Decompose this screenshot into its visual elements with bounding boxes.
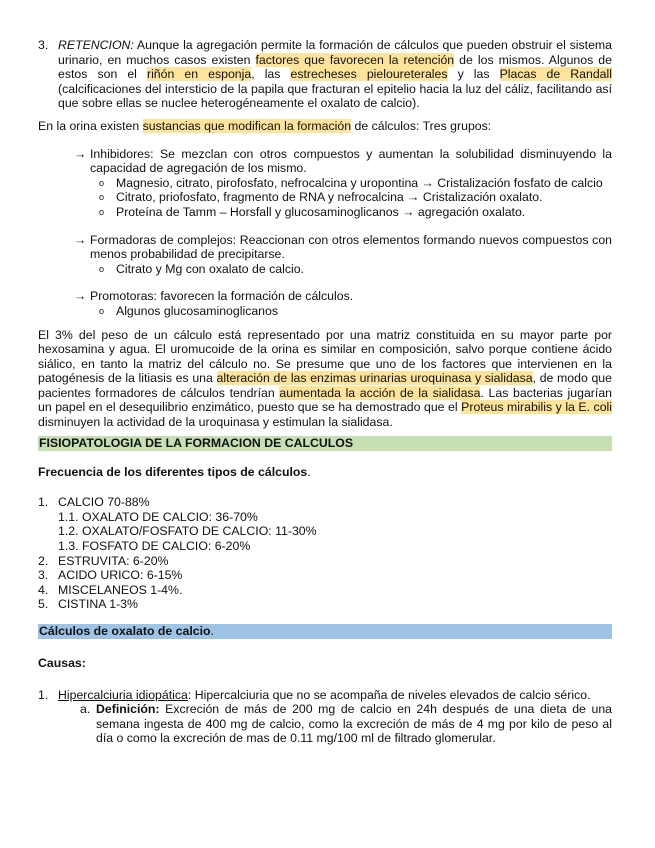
list-number: 1.1. bbox=[58, 509, 79, 524]
frecuencia-heading bbox=[38, 465, 612, 480]
tipos-list bbox=[38, 495, 612, 612]
definicion-item bbox=[38, 702, 612, 746]
text: Promotoras: favorecen la formación de cálculos. bbox=[90, 289, 354, 304]
list-number: 1.3. bbox=[58, 539, 79, 554]
text: y las bbox=[447, 67, 500, 82]
text: . bbox=[210, 624, 214, 638]
sub-item bbox=[38, 205, 612, 220]
sub-item bbox=[38, 304, 612, 319]
document-page bbox=[38, 38, 612, 746]
text: Excreción de más de 200 mg de calcio en 24h después de una dieta de una semana ingesta de 400 mg de calcio, como la excreción de más de 4 mg por kilo de peso al día o como la excreción de mas de 0.11 mg/100 ml de filtrado glomerular. bbox=[96, 702, 612, 746]
promotoras-item bbox=[38, 289, 612, 304]
bullet-icon: o bbox=[99, 305, 105, 316]
list-item bbox=[38, 568, 612, 583]
text: Frecuencia de los diferentes tipos de cálculos bbox=[38, 464, 308, 479]
section-heading-oxalato bbox=[38, 624, 612, 639]
list-number: 3. bbox=[38, 568, 49, 583]
list-item bbox=[38, 554, 612, 569]
text: ESTRUVITA: 6-20% bbox=[58, 553, 169, 568]
text: de cálculos: Tres grupos: bbox=[351, 118, 492, 133]
list-item bbox=[38, 597, 612, 612]
highlight: estrecheses pieloureterales bbox=[290, 67, 448, 82]
highlight: riñón en esponja bbox=[146, 67, 252, 82]
inhibidores-item bbox=[38, 147, 612, 176]
text: Citrato, priofosfato, fragmento de RNA y nefrocalcina → Cristalización oxalato. bbox=[116, 190, 543, 205]
text: MISCELANEOS 1-4%. bbox=[58, 582, 183, 597]
retencion-title: RETENCION: bbox=[58, 38, 134, 52]
arrow-icon: → bbox=[74, 289, 87, 304]
text: OXALATO/FOSFATO DE CALCIO: 11-30% bbox=[81, 524, 317, 539]
text: de los mismos. Algunos de estos son el bbox=[58, 52, 612, 82]
text: Cálculos de oxalato de calcio bbox=[39, 624, 211, 638]
text: Magnesio, citrato, pirofosfato, nefrocalcina y uropontina → Cristalización fosfato de calcio bbox=[116, 175, 603, 190]
text: Aunque la agregación permite la formación de cálculos que pueden obstruir el sistema urinario, en muchos casos existen bbox=[58, 38, 612, 67]
text: . bbox=[307, 464, 311, 479]
text: Formadoras de complejos: Reaccionan con otros elementos formando nuevos compuestos con menos probabilidad de precipitarse. bbox=[90, 232, 612, 262]
arrow-icon: → bbox=[74, 232, 87, 247]
definition-label: Definición: bbox=[96, 702, 160, 717]
list-item bbox=[38, 495, 612, 510]
text: , de modo que pacientes formadores de cálculos tendrían bbox=[38, 371, 612, 400]
text: Citrato y Mg con oxalato de calcio. bbox=[116, 261, 304, 276]
list-number: 1.2. bbox=[58, 524, 79, 539]
highlight: factores que favorecen la retención bbox=[255, 52, 455, 67]
highlight: sustancias que modifican la formación bbox=[142, 118, 352, 133]
list-item bbox=[38, 510, 612, 525]
bullet-icon: o bbox=[99, 177, 105, 188]
causa-item bbox=[38, 688, 612, 703]
arrow-icon: → bbox=[74, 146, 87, 161]
section-heading: FISIOPATOLOGIA DE LA FORMACION DE CALCULOS bbox=[38, 436, 612, 451]
list-number: 4. bbox=[38, 582, 49, 597]
bullet-icon: o bbox=[99, 263, 105, 274]
highlight: Placas de Randall bbox=[499, 67, 612, 82]
highlight: alteración de las enzimas urinarias uroquinasa y sialidasa bbox=[216, 371, 533, 386]
highlight: Proteus mirabilis y la E. coli bbox=[461, 400, 612, 415]
text: En la orina existen bbox=[38, 118, 143, 133]
matriz-paragraph bbox=[38, 328, 612, 430]
list-item bbox=[38, 539, 612, 554]
list-number: 3. bbox=[38, 38, 49, 52]
bullet-icon: o bbox=[99, 192, 105, 203]
text: , las bbox=[251, 67, 291, 82]
text: OXALATO DE CALCIO: 36-70% bbox=[81, 509, 258, 524]
text: ACIDO URICO: 6-15% bbox=[58, 568, 183, 583]
orina-paragraph bbox=[38, 119, 612, 134]
causas-heading: Causas: bbox=[38, 656, 86, 670]
bullet-icon: o bbox=[99, 206, 105, 217]
formadoras-item bbox=[38, 233, 612, 262]
sub-item bbox=[38, 176, 612, 191]
text: CALCIO 70-88% bbox=[58, 495, 150, 510]
list-letter: a. bbox=[80, 702, 91, 717]
text: FOSFATO DE CALCIO: 6-20% bbox=[81, 539, 251, 554]
text: : Hipercalciuria que no se acompaña de niveles elevados de calcio sérico. bbox=[187, 687, 591, 702]
list-number: 5. bbox=[38, 597, 49, 612]
text: (calcificaciones del intersticio de la papila que fracturan el epitelio hacia la luz del cáliz, facilitando así que sobre ellas se nuclee heterogéneamente el oxalato de calcio). bbox=[58, 81, 612, 111]
text: CISTINA 1-3% bbox=[58, 597, 138, 612]
list-item bbox=[38, 524, 612, 539]
list-item bbox=[38, 583, 612, 598]
list-number: 1. bbox=[38, 687, 49, 702]
text: . Las bacterias jugarían un papel en el desequilibrio enzimático, puesto que se ha demostrado que el bbox=[38, 385, 612, 415]
highlight: aumentada la acción de la sialidasa bbox=[279, 385, 481, 400]
text: El 3% del peso de un cálculo está representado por una matriz constituida en su mayor parte por hexosamina y agua. El uromucoide de la orina es similar en composición, salvo porque contiene ácido siálico, en tanto la matriz del cálculo no. Se presume que uno de los factores que intervienen en la patogénesis de la litiasis es una bbox=[38, 327, 612, 386]
sub-item bbox=[38, 262, 612, 277]
sub-item bbox=[38, 190, 612, 205]
text: Inhibidores: Se mezclan con otros compuestos y aumentan la solubilidad disminuyendo la capacidad de agregación de los mismo. bbox=[90, 146, 612, 176]
list-number: 2. bbox=[38, 553, 49, 568]
text: Algunos glucosaminoglicanos bbox=[116, 303, 279, 318]
retencion-item bbox=[38, 38, 612, 111]
list-number: 1. bbox=[38, 495, 49, 510]
text: Proteína de Tamm – Horsfall y glucosaminoglicanos → agregación oxalato. bbox=[116, 204, 526, 219]
text: disminuyen la actividad de la uroquinasa y estimulan la sialidasa. bbox=[38, 415, 393, 430]
underlined-term: Hipercalciuria idiopática bbox=[58, 687, 188, 702]
